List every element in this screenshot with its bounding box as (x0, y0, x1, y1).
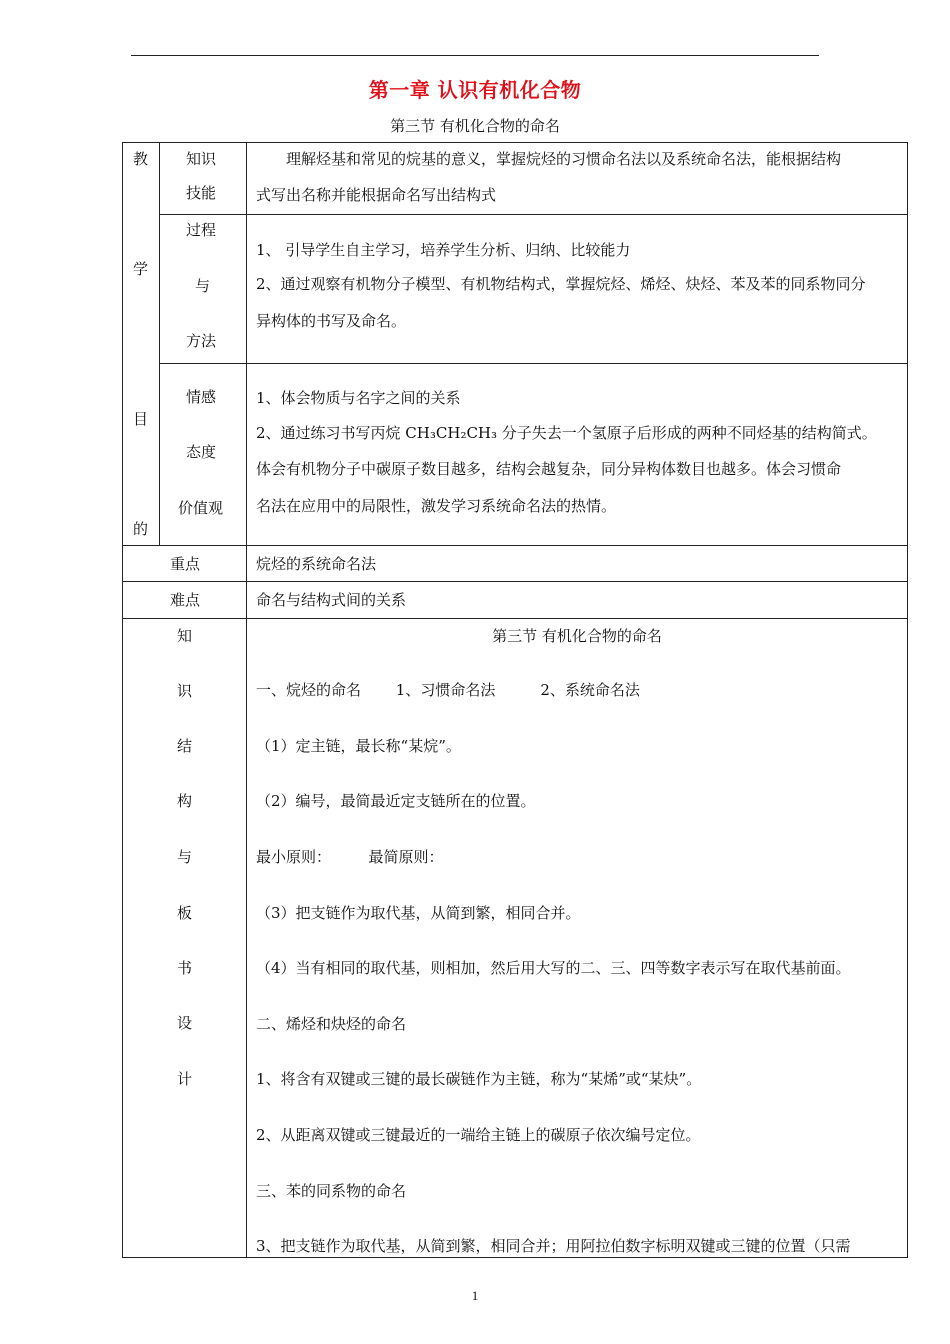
page-number: 1 (471, 1288, 479, 1303)
key-point-value: 烷烃的系统命名法 (256, 555, 377, 573)
board-side-char: 计 (177, 1070, 193, 1088)
board-title: 第三节 有机化合物的命名 (492, 627, 662, 645)
grid-line (159, 363, 908, 364)
board-line: （2）编号，最简最近定支链所在的位置。 (256, 792, 536, 810)
header-rule (131, 55, 819, 56)
board-line: 二、烯烃和炔烃的命名 (256, 1015, 407, 1033)
board-line: （1）定主链，最长称“某烷”。 (256, 737, 461, 755)
board-side-char: 结 (177, 737, 193, 755)
grid-line (122, 618, 908, 619)
difficulty-label: 难点 (170, 591, 201, 609)
attitude-label: 态度 (186, 443, 217, 461)
attitude-content-line: 2、通过练习书写丙烷 CH₃CH₂CH₃ 分子失去一个氢原子后形成的两种不同烃基的结构简式。 (256, 424, 877, 442)
board-line: （4）当有相同的取代基，则相加，然后用大写的二、三、四等数字表示写在取代基前面。 (256, 959, 851, 977)
board-side-char: 构 (177, 792, 193, 810)
process-content-line: 1、 引导学生自主学习，培养学生分析、归纳、比较能力 (256, 241, 631, 259)
lesson-table (122, 142, 908, 1258)
key-point-label: 重点 (170, 555, 201, 573)
knowledge-content-line: 式写出名称并能根据命名写出结构式 (256, 186, 497, 204)
process-label: 过程 (186, 221, 217, 239)
board-side-char: 板 (177, 904, 193, 922)
board-line: 1、将含有双键或三键的最长碳链作为主链，称为“某烯”或“某炔”。 (256, 1070, 702, 1088)
board-line: 3、把支链作为取代基，从简到繁，相同合并；用阿拉伯数字标明双键或三键的位置（只需 (256, 1237, 851, 1255)
board-line: （3）把支链作为取代基，从简到繁，相同合并。 (256, 904, 581, 922)
attitude-content-line: 体会有机物分子中碳原子数目越多，结构会越复杂，同分异构体数目也越多。体会习惯命 (256, 460, 842, 478)
board-line: 最小原则： 最简原则： (256, 848, 444, 866)
objectives-side-char: 教 (133, 150, 149, 168)
knowledge-content-line: 理解烃基和常见的烷基的意义，掌握烷烃的习惯命名法以及系统命名法，能根据结构 (256, 150, 842, 168)
objectives-side-char: 目 (133, 410, 149, 428)
process-content-line: 2、通过观察有机物分子模型、有机物结构式，掌握烷烃、烯烃、炔烃、苯及苯的同系物同分 (256, 275, 866, 293)
knowledge-label: 技能 (186, 184, 217, 202)
attitude-content-line: 1、体会物质与名字之间的关系 (256, 389, 461, 407)
grid-line (122, 545, 908, 546)
process-label: 方法 (186, 332, 217, 350)
knowledge-label: 知识 (186, 150, 217, 168)
attitude-label: 价值观 (178, 499, 224, 517)
objectives-side-char: 学 (133, 260, 149, 278)
board-side-char: 与 (177, 848, 193, 866)
grid-line (159, 214, 908, 215)
process-content-line: 异构体的书写及命名。 (256, 312, 407, 330)
board-line: 一、烷烃的命名 1、习惯命名法 2、系统命名法 (256, 681, 640, 699)
difficulty-value: 命名与结构式间的关系 (256, 591, 407, 609)
section-title: 第三节 有机化合物的命名 (390, 117, 560, 135)
grid-line (246, 142, 247, 1258)
board-side-char: 识 (177, 682, 193, 700)
chapter-title: 第一章 认识有机化合物 (368, 78, 582, 102)
board-line: 三、苯的同系物的命名 (256, 1182, 407, 1200)
attitude-label: 情感 (186, 388, 217, 406)
process-label: 与 (195, 277, 211, 295)
attitude-content-line: 名法在应用中的局限性，激发学习系统命名法的热情。 (256, 497, 617, 515)
board-side-char: 知 (177, 627, 193, 645)
board-side-char: 设 (177, 1014, 193, 1032)
board-side-char: 书 (177, 959, 193, 977)
grid-line (122, 581, 908, 582)
grid-line (159, 142, 160, 545)
board-line: 2、从距离双键或三键最近的一端给主链上的碳原子依次编号定位。 (256, 1126, 701, 1144)
objectives-side-char: 的 (133, 520, 149, 538)
